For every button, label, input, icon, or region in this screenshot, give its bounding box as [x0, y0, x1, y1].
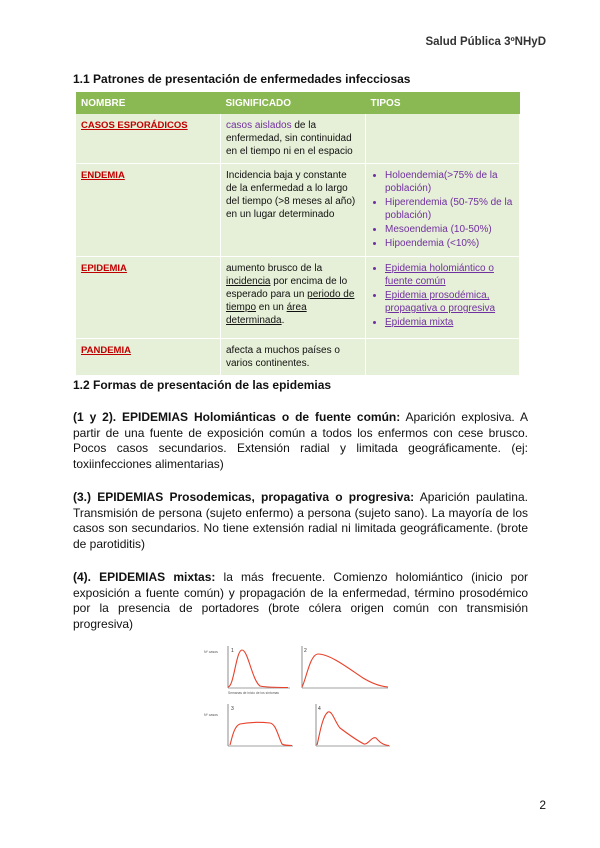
epidemic-curves-figure: [198, 640, 398, 752]
curve-3: [230, 722, 292, 745]
ylabel-bottom: Nº casos: [204, 713, 218, 717]
table-row-pandemia: [76, 339, 520, 376]
section-title-1-1: 1.1 Patrones de presentación de enfermedades infecciosas: [73, 72, 411, 86]
term-endemia: ENDEMIA: [81, 170, 125, 181]
curve-panel-4: [316, 704, 390, 746]
table-row-endemia: [76, 164, 520, 257]
page-number: 2: [539, 798, 546, 812]
paragraph-body: la más frecuente. Comienzo holomiántico (inicio por exposición a fuente común) y propagación de la enfermedad, término prosodémico por la presencia de portadores (brote cólera origen común con transmisión progresiva): [73, 570, 529, 631]
meaning-endemia: Incidencia baja y constante de la enfermedad a lo largo del tiempo (>8 meses al año) en un lugar determinado: [221, 164, 366, 257]
endemia-types-list: [371, 169, 514, 250]
svg-text:3: 3: [231, 706, 234, 712]
paragraph-body: Aparición explosiva. A partir de una fuente de exposición común a todos los enfermos con cese brusco. Pocos casos secundarios. Extensión radial y limitada geográficamente. (ej: toxiinfecciones alimentarias): [73, 410, 528, 471]
meaning-casos-esporadicos: casos aislados de la enfermedad, sin continuidad en el tiempo ni en el espacio: [221, 114, 366, 164]
svg-text:2: 2: [304, 648, 307, 654]
col-header-significado: SIGNIFICADO: [221, 92, 366, 114]
patterns-table: [76, 92, 520, 376]
list-item: • Epidemia mixta: [385, 316, 514, 329]
running-header: Salud Pública 3ºNHyD: [425, 36, 546, 48]
curve-4: [317, 712, 389, 746]
paragraph-holomianticas: [73, 410, 528, 472]
paragraph-prosodemicas: [73, 490, 528, 552]
xlabel: Semanas de inicio de los síntomas: [228, 691, 279, 695]
epidemia-types-list: [371, 262, 514, 329]
table-row-epidemia: [76, 257, 520, 339]
table-header-row: [76, 92, 520, 114]
section-title-1-2: 1.2 Formas de presentación de las epidemias: [73, 378, 332, 392]
list-item: • Holoendemia(>75% de la población): [385, 169, 514, 195]
paragraph-mixtas: [73, 570, 528, 632]
list-item: • Epidemia prosodémica, propagativa o progresiva: [385, 289, 514, 315]
curve-panel-1: [204, 646, 290, 688]
col-header-tipos: TIPOS: [366, 92, 520, 114]
table-row-casos-esporadicos: [76, 114, 520, 164]
meaning-epidemia: aumento brusco de la incidencia por encima de lo esperado para un periodo de tiempo en un área determinada.: [221, 257, 366, 339]
ylabel-top: Nº casos: [204, 650, 218, 654]
term-casos-esporadicos: CASOS ESPORÁDICOS: [81, 120, 188, 131]
paragraph-body: Aparición paulatina. Transmisión de persona (sujeto enfermo) a persona (sujeto sano). La mayoría de los casos son secundarios. No tiene extensión radial ni limitada geográficamente. (brote de parotiditis): [73, 490, 528, 551]
list-item: • Mesoendemia (10-50%): [385, 223, 514, 236]
svg-text:1: 1: [231, 648, 234, 654]
paragraph-lead: (1 y 2). EPIDEMIAS Holomiánticas o de fuente común:: [73, 410, 401, 424]
curve-2: [302, 654, 388, 687]
term-pandemia: PANDEMIA: [81, 345, 131, 356]
curve-panel-2: [302, 646, 388, 688]
curve-1: [228, 650, 288, 688]
col-header-nombre: NOMBRE: [76, 92, 221, 114]
list-item: • Hiperendemia (50-75% de la población): [385, 196, 514, 222]
term-epidemia: EPIDEMIA: [81, 263, 127, 274]
list-item: • Hipoendemia (<10%): [385, 237, 514, 250]
curve-panel-3: [204, 704, 293, 746]
list-item: • Epidemia holomiántico o fuente común: [385, 262, 514, 288]
paragraph-lead: (4). EPIDEMIAS mixtas:: [73, 570, 216, 584]
svg-text:4: 4: [318, 706, 321, 712]
meaning-pandemia: afecta a muchos países o varios continentes.: [221, 339, 366, 376]
paragraph-lead: (3.) EPIDEMIAS Prosodemicas, propagativa o progresiva:: [73, 490, 415, 504]
